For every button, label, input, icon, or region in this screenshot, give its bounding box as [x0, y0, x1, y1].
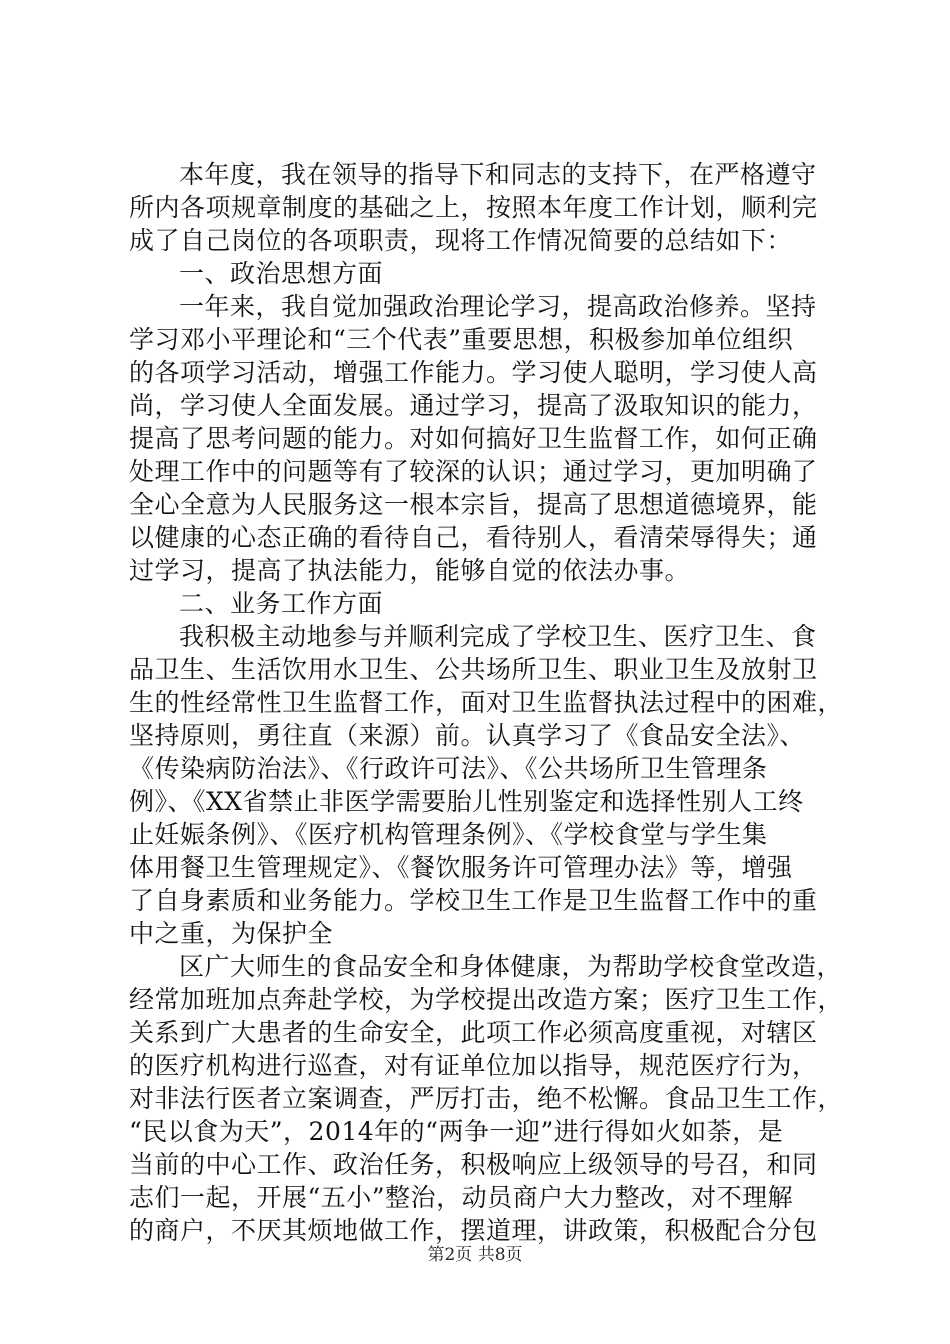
paragraph-line: 的医疗机构进行巡查，对有证单位加以指导，规范医疗行为，	[129, 1051, 818, 1080]
paragraph-line: 中之重，为保护全	[129, 919, 334, 948]
paragraph-line: 的各项学习活动，增强工作能力。学习使人聪明，学习使人高	[129, 358, 818, 387]
paragraph-line: 过学习，提高了执法能力，能够自觉的依法办事。	[129, 556, 691, 585]
paragraph-line: 当前的中心工作、政治任务，积极响应上级领导的号召，和同	[129, 1150, 818, 1179]
paragraph-line: 区广大师生的食品安全和身体健康，为帮助学校食堂改造，	[179, 952, 843, 981]
page-number-footer: 第2页 共8页	[427, 1245, 523, 1265]
paragraph-line: 关系到广大患者的生命安全，此项工作必须高度重视，对辖区	[129, 1018, 818, 1047]
paragraph-line: 成了自己岗位的各项职责，现将工作情况简要的总结如下：	[129, 226, 793, 255]
paragraph-line: 《传染病防治法》、《行政许可法》、《公共场所卫生管理条	[129, 754, 768, 783]
paragraph-line: 我积极主动地参与并顺利完成了学校卫生、医疗卫生、食	[179, 622, 817, 651]
paragraph-line: 尚，学习使人全面发展。通过学习，提高了汲取知识的能力，	[129, 391, 818, 420]
paragraph-line: 全心全意为人民服务这一根本宗旨，提高了思想道德境界，能	[129, 490, 818, 519]
paragraph-line: 处理工作中的问题等有了较深的认识；通过学习，更加明确了	[129, 457, 818, 486]
paragraph-line: 坚持原则，勇往直（来源）前。认真学习了《食品安全法》、	[129, 721, 806, 750]
paragraph-line: 一年来，我自觉加强政治理论学习，提高政治修养。坚持	[179, 292, 817, 321]
paragraph-line: 品卫生、生活饮用水卫生、公共场所卫生、职业卫生及放射卫	[129, 655, 818, 684]
paragraph-line: 提高了思考问题的能力。对如何搞好卫生监督工作，如何正确	[129, 424, 818, 453]
paragraph-line: 的商户，不厌其烦地做工作，摆道理，讲政策，积极配合分包	[129, 1216, 818, 1245]
paragraph-line: 对非法行医者立案调查，严厉打击，绝不松懈。食品卫生工作，	[129, 1084, 844, 1113]
paragraph-line: “民以食为天”，2014年的“两争一迎”进行得如火如荼，是	[129, 1117, 784, 1146]
paragraph-line: 生的性经常性卫生监督工作，面对卫生监督执法过程中的困难，	[129, 688, 844, 717]
section-heading: 一、政治思想方面	[179, 259, 384, 288]
paragraph-line: 以健康的心态正确的看待自己，看待别人，看清荣辱得失；通	[129, 523, 818, 552]
section-heading: 二、业务工作方面	[179, 589, 384, 618]
paragraph-line: 体用餐卫生管理规定》、《餐饮服务许可管理办法》等，增强	[129, 853, 793, 882]
paragraph-line: 学习邓小平理论和“三个代表”重要思想，积极参加单位组织	[129, 325, 794, 354]
paragraph-line: 志们一起，开展“五小”整治，动员商户大力整改，对不理解	[129, 1183, 794, 1212]
paragraph-line: 例》、《XX省禁止非医学需要胎儿性别鉴定和选择性别人工终	[129, 787, 804, 816]
paragraph-line: 所内各项规章制度的基础之上，按照本年度工作计划，顺利完	[129, 193, 818, 222]
paragraph-line: 经常加班加点奔赴学校，为学校提出改造方案；医疗卫生工作，	[129, 985, 844, 1014]
paragraph-line: 了自身素质和业务能力。学校卫生工作是卫生监督工作中的重	[129, 886, 818, 915]
paragraph-line: 止妊娠条例》、《医疗机构管理条例》、《学校食堂与学生集	[129, 820, 768, 849]
paragraph-line: 本年度，我在领导的指导下和同志的支持下，在严格遵守	[179, 160, 817, 189]
